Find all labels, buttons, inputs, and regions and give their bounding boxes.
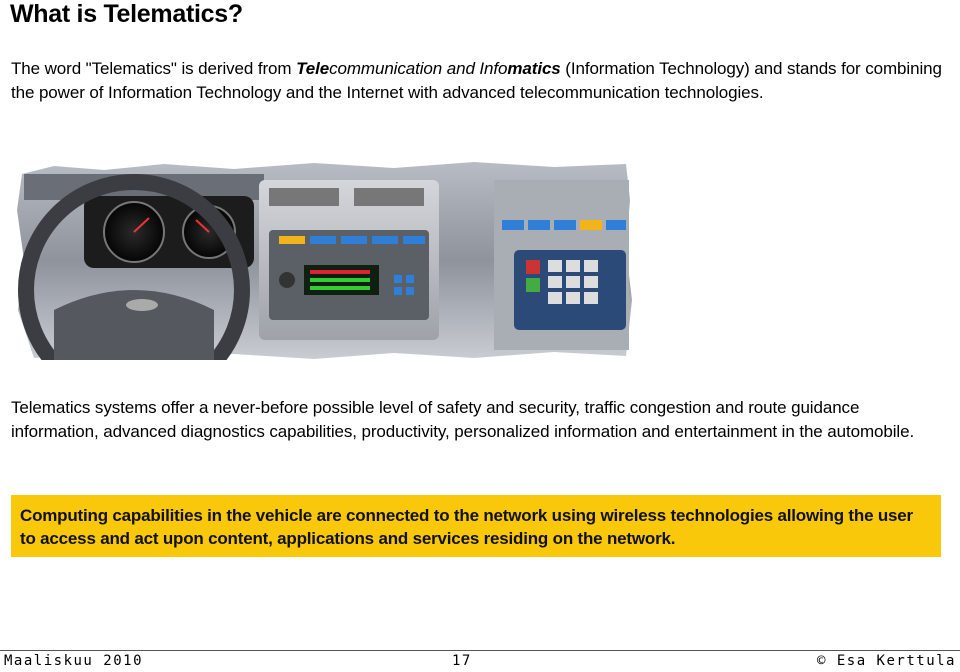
intro-communication: communication and Info	[329, 59, 508, 78]
highlight-box	[11, 495, 941, 557]
intro-matics-bold: matics	[507, 59, 561, 78]
dashboard-photo	[14, 160, 634, 360]
footer-date: Maaliskuu 2010	[4, 653, 144, 669]
description-paragraph: Telematics systems offer a never-before possible level of safety and security, traffic congestion and route guidance information, advanced diagnostics capabilities, productivity, personalized information and entertainment in the automobile.	[11, 398, 915, 441]
highlight-text: Computing capabilities in the vehicle are connected to the network using wireless technologies allowing the user to access and act upon content, applications and services residing on the network.	[20, 506, 913, 548]
intro-text-2: (Information Technology) and stands for combining the power of Information Technology and the Internet with advanced telecommunication technologies.	[11, 59, 942, 102]
footer-copyright: © Esa Kerttula	[816, 653, 956, 669]
intro-paragraph	[11, 57, 946, 104]
intro-tele-bold: Tele	[296, 59, 330, 78]
page-number: 17	[452, 653, 472, 669]
slide-title: What is Telematics?	[10, 0, 243, 28]
intro-text-1: The word "Telematics" is derived from	[11, 59, 297, 78]
footer-divider	[0, 650, 960, 651]
